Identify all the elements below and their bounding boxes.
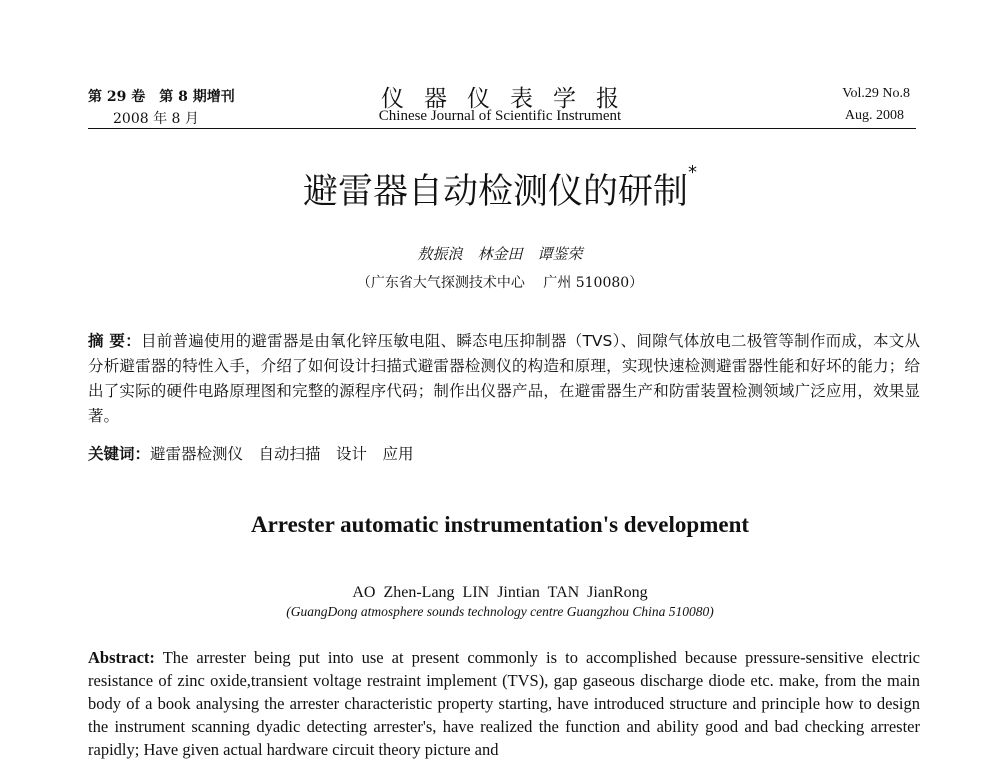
- keywords-cn-label: 关键词：: [88, 445, 151, 463]
- journal-date-en: Aug. 2008: [844, 108, 904, 123]
- abstract-en-text: The arrester being put into use at present commonly is to accomplished because pressure-sensitive electric resistance of zinc oxide,transient voltage restraint implement (TVS), gap gaseous discharge diode etc. make, from the main body of a book analysing the arrester characteristic property starting, have introduced structure and principle how to design the instrument scanning dyadic detecting arrester's, have realized the function and ability good and bad checking arrester rapidly; Have given actual hardware circuit theory picture and: [88, 648, 920, 759]
- header-rule: [88, 128, 916, 129]
- journal-name-en: Chinese Journal of Scientific Instrument: [378, 108, 622, 124]
- journal-volume-issue: 第 29 卷 第 8 期增刊: [88, 89, 235, 105]
- keywords-cn-text: 避雷器检测仪 自动扫描 设计 应用: [150, 445, 414, 463]
- abstract-cn-text: 目前普遍使用的避雷器是由氧化锌压敏电阻、瞬态电压抑制器（TVS）、间隙气体放电二极管等制作而成，本文从分析避雷器的特性入手，介绍了如何设计扫描式避雷器检测仪的构造和原理，实现快速检测避雷器性能和好坏的能力；给出了实际的硬件电路原理图和完整的源程序代码；制作出仪器产品，在避雷器生产和防雷装置检测领域广泛应用，效果显著。: [88, 332, 920, 425]
- paper-title-cn: [0, 164, 1000, 214]
- abstract-cn-label: 摘 要：: [88, 332, 141, 350]
- abstract-en-label: Abstract:: [88, 648, 155, 667]
- affiliation-cn: （广东省大气探测技术中心 广州 510080）: [356, 275, 644, 291]
- abstract-cn: [88, 329, 920, 429]
- affiliation-en: (GuangDong atmosphere sounds technology centre Guangzhou China 510080): [286, 604, 714, 619]
- journal-date-cn: 2008 年 8 月: [113, 111, 199, 127]
- title-footnote-mark: *: [688, 162, 697, 183]
- paper-title-cn-text: 避雷器自动检测仪的研制: [302, 172, 688, 212]
- paper-title-en: Arrester automatic instrumentation's development: [250, 512, 750, 537]
- keywords-cn: [88, 442, 414, 464]
- authors-en: AO Zhen-Lang LIN Jintian TAN JianRong: [352, 584, 648, 601]
- authors-cn: 敖振浪 林金田 谭鉴荣: [417, 245, 583, 263]
- journal-volume-en: Vol.29 No.8: [842, 86, 910, 101]
- abstract-en: [88, 646, 920, 761]
- journal-name-cn: 仪器仪表学报: [381, 86, 639, 112]
